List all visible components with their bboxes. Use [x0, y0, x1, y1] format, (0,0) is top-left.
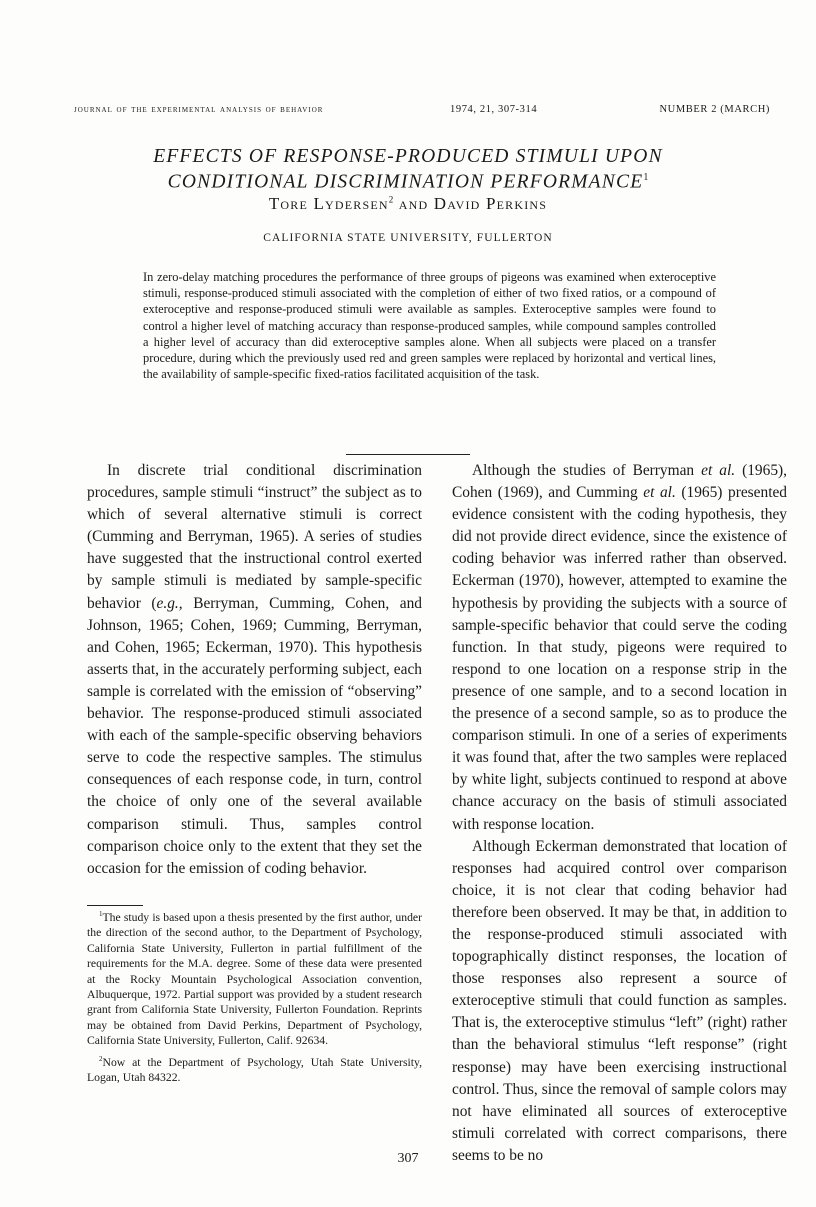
text-run: Although the studies of Berryman	[472, 462, 702, 479]
footnotes	[87, 907, 422, 1085]
affiliation: CALIFORNIA STATE UNIVERSITY, FULLERTON	[263, 232, 553, 244]
italic-text: e.g.,	[156, 594, 183, 612]
title-footnote-mark: 1	[643, 172, 649, 183]
text-run: (1965), Cohen (1969), and Cumming	[452, 462, 787, 502]
footnote-text: Now at the Department of Psychology, Utah State University, Logan, Utah 84322.	[87, 1055, 422, 1084]
body-paragraph	[87, 460, 422, 880]
authors	[100, 194, 716, 214]
title-line-2: CONDITIONAL DISCRIMINATION PERFORMANCE	[167, 171, 644, 193]
author-2: David Perkins	[433, 194, 548, 213]
section-divider	[346, 454, 470, 455]
footnote-mark: 2	[99, 1054, 103, 1063]
text-run: In discrete trial conditional discrimination procedures, sample stimuli “instruct” the subject as to which of several alternative stimuli is correct (Cumming and Berryman, 1965). A series of studies have suggested that the instructional control exerted by sample stimuli is mediated by sample-specific behavior (	[87, 462, 422, 612]
article-title	[100, 146, 716, 193]
text-run: (1965) presented evidence consistent with the coding hypothesis, they did not provide direct evidence, since the existence of coding behavior was inferred rather than observed. Eckerman (1970), however, attempted to examine the hypothesis by providing the subjects with a source of sample-specific behavior that could serve the coding function. In that study, pigeons were required to respond to one location on a response strip in the presence of one sample, and to a second location in the presence of a second sample, so as to produce the comparison stimuli. In one of a series of experiments it was found that, after the two samples were replaced by white light, subjects continued to respond at above chance accuracy on the basis of stimuli associated with response location.	[452, 484, 787, 833]
author-conjunction: and	[398, 194, 429, 213]
title-line-1: EFFECTS OF RESPONSE-PRODUCED STIMULI UPON	[153, 146, 663, 167]
left-column	[87, 460, 422, 880]
footnote-2	[87, 1052, 422, 1086]
journal-name: journal of the experimental analysis of behavior	[74, 104, 324, 115]
abstract: In zero-delay matching procedures the performance of three groups of pigeons was examined when exteroceptive stimuli, response-produced stimuli associated with the completion of either of two fixed ratios, or a compound of exteroceptive and response-produced stimuli were available as samples. Exteroceptive samples were found to control a higher level of matching accuracy than response-produced samples, while compound samples controlled a higher level of accuracy than did exteroceptive samples alone. When all subjects were placed on a transfer procedure, during which the previously used red and green samples were replaced by horizontal and vertical lines, the availability of sample-specific fixed-ratios facilitated acquisition of the task.	[143, 270, 716, 382]
footnote-divider	[87, 905, 143, 906]
issue-number: NUMBER 2 (MARCH)	[659, 104, 770, 115]
running-head	[74, 104, 770, 120]
citation: 1974, 21, 307-314	[450, 104, 538, 115]
italic-text: et al.	[701, 462, 736, 479]
italic-text: et al.	[643, 484, 676, 502]
author-1: Tore Lydersen	[268, 194, 389, 213]
body-paragraph	[452, 460, 787, 836]
page-number: 307	[397, 1151, 419, 1166]
footnote-1	[87, 907, 422, 1049]
author-1-footnote-mark: 2	[388, 194, 394, 205]
body-paragraph: Although Eckerman demonstrated that location of responses had acquired control over comparison choice, it is not clear that coding behavior had therefore been observed. It may be that, in addition to the response-produced stimuli associated with topographically distinct responses, the location of those responses also represent a source of exteroceptive stimuli that could function as samples. That is, the exteroceptive stimulus “left” (right) rather than the behavioral stimulus “left response” (right response) may have been exercising instructional control. Thus, since the removal of sample colors may not have eliminated all sources of exteroceptive stimuli correlated with correct comparisons, there seems to be no	[452, 837, 787, 1164]
footnote-text: The study is based upon a thesis presented by the first author, under the direction of the second author, to the Department of Psychology, California State University, Fullerton in partial fulfillment of the requirements for the M.A. degree. Some of these data were presented at the Rocky Mountain Psychological Association convention, Albuquerque, 1972. Partial support was provided by a student research grant from California State University, Fullerton Foundation. Reprints may be obtained from David Perkins, Department of Psychology, California State University, Fullerton, Calif. 92634.	[87, 910, 422, 1048]
footnote-mark: 1	[99, 910, 103, 918]
right-column	[452, 460, 787, 1167]
text-run: Berryman, Cumming, Cohen, and Johnson, 1965; Cohen, 1969; Cumming, Berryman, and Cohen, 1965; Eckerman, 1970). This hypothesis asserts that, in the accurately performing subject, each sample is correlated with the emission of “observing” behavior. The response-produced stimuli associated with each of the sample-specific observing behaviors serve to code the respective samples. The stimulus consequences of each response code, in turn, control the choice of only one of the several available comparison stimuli. Thus, samples control comparison choice only to the extent that they set the occasion for the emission of coding behavior.	[87, 594, 422, 877]
